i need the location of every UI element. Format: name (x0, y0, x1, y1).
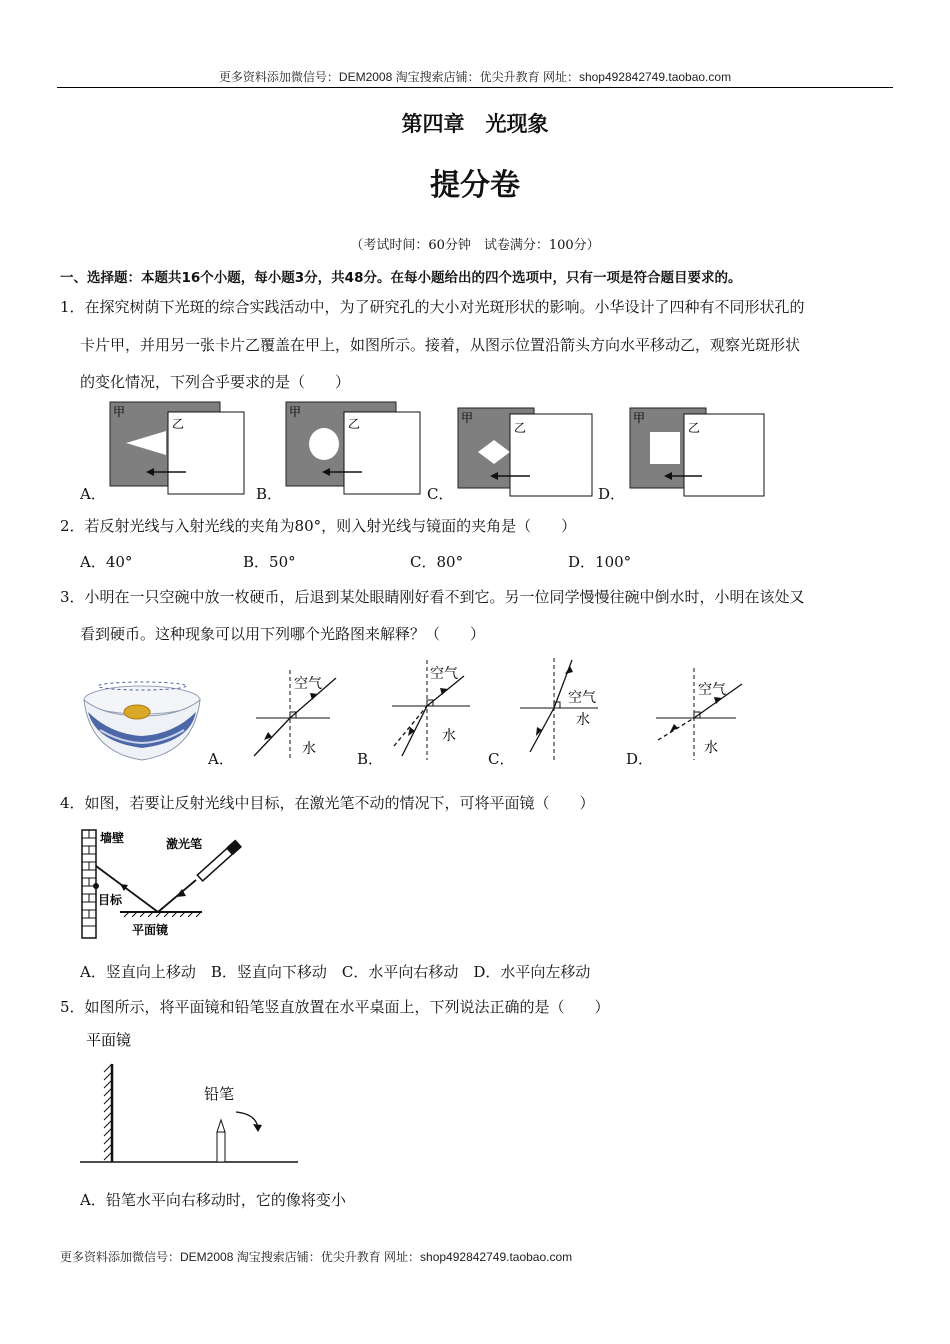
water-label: 水 (442, 728, 456, 744)
q4-options[interactable]: A．竖直向上移动 B．竖直向下移动 C．水平向右移动 D．水平向左移动 (80, 963, 591, 981)
q4-laser-figure (76, 822, 246, 942)
air-label: 空气 (568, 690, 596, 706)
water-label: 水 (302, 741, 316, 757)
page-header: 更多资料添加微信号：DEM2008 淘宝搜索店铺：优尖升教育 网址：shop492842749.taobao.com (218, 70, 732, 84)
exam-meta: （考试时间：60分钟 试卷满分：100分） (350, 238, 600, 253)
q1-figures (108, 400, 768, 500)
q3-figure-a (254, 670, 336, 760)
water-label: 水 (576, 712, 590, 728)
pencil-label: 铅笔 (204, 1085, 235, 1103)
paper-title: 提分卷 (430, 168, 520, 203)
q1-figure-d (630, 408, 764, 496)
wall-label: 墙壁 (100, 831, 125, 845)
q1-option-a[interactable]: A． (80, 485, 106, 503)
header-rule (57, 87, 893, 88)
q1-option-b[interactable]: B． (256, 485, 283, 503)
curved-arrow-icon (253, 1124, 262, 1132)
square-hole (650, 432, 680, 464)
ray-arrow-icon (670, 724, 678, 732)
q1-option-c[interactable]: C． (427, 485, 454, 503)
card-b-label: 乙 (348, 417, 361, 431)
mirror-label: 平面镜 (86, 1031, 132, 1049)
q2-stem: 2．若反射光线与入射光线的夹角为80°，则入射光线与镜面的夹角是（ ） (60, 517, 577, 535)
q4-stem: 4．如图，若要让反射光线中目标，在激光笔不动的情况下，可将平面镜（ ） (60, 794, 595, 812)
card-a-label: 甲 (289, 405, 302, 419)
section1-heading: 一、选择题：本题共16个小题，每小题3分，共48分。在每小题给出的四个选项中，只有一项是符合题目要求的。 (60, 270, 742, 286)
q1-figure-a (110, 402, 244, 494)
q1-figure-c (458, 408, 592, 496)
page-footer: 更多资料添加微信号：DEM2008 淘宝搜索店铺：优尖升教育 网址：shop492842749.taobao.com (60, 1250, 573, 1264)
q3-option-c[interactable]: C． (488, 750, 515, 768)
bowl-with-coin-image (80, 672, 206, 764)
laser-pen (197, 839, 242, 881)
card-a-label: 甲 (113, 405, 126, 419)
target-label: 目标 (98, 893, 123, 907)
card-b-label: 乙 (688, 421, 701, 435)
air-label: 空气 (294, 676, 322, 692)
q2-option-d[interactable]: D．100° (568, 553, 632, 571)
q1-line2: 卡片甲，并用另一张卡片乙覆盖在甲上，如图所示。接着，从图示位置沿箭头方向水平移动乙，观察光斑形状 (80, 336, 801, 354)
q1-figure-b (286, 402, 420, 494)
q1-option-d[interactable]: D． (598, 485, 626, 503)
air-label: 空气 (698, 682, 726, 698)
laser-label: 激光笔 (166, 837, 203, 851)
q1-line1: 1．在探究树荫下光斑的综合实践活动中，为了研究孔的大小对光斑形状的影响。小华设计了四种有不同形状孔的 (60, 298, 805, 316)
q3-option-a[interactable]: A． (208, 750, 234, 768)
mirror-label: 平面镜 (132, 923, 169, 937)
q5-mirror-pencil-figure (76, 1026, 306, 1171)
pencil (217, 1120, 225, 1162)
card-b-label: 乙 (172, 417, 185, 431)
q3-line2: 看到硬币。这种现象可以用下列哪个光路图来解释？（ ） (80, 625, 486, 643)
q3-figure-d (656, 668, 742, 760)
water-label: 水 (704, 740, 718, 756)
chapter-title: 第四章 光现象 (401, 112, 549, 136)
q3-light-path-figures (240, 656, 760, 766)
q2-option-b[interactable]: B．50° (243, 553, 296, 571)
q3-line1: 3．小明在一只空碗中放一枚硬币，后退到某处眼睛刚好看不到它。另一位同学慢慢往碗中倒水时，小明在该处又 (60, 588, 805, 606)
q3-figure-c (520, 658, 598, 760)
air-label: 空气 (430, 666, 458, 682)
q2-option-a[interactable]: A．40° (80, 553, 133, 571)
q5-stem: 5．如图所示，将平面镜和铅笔竖直放置在水平桌面上，下列说法正确的是（ ） (60, 998, 610, 1016)
q1-line3: 的变化情况，下列合乎要求的是（ ） (80, 373, 351, 391)
target-dot (93, 883, 99, 889)
q2-option-c[interactable]: C．80° (410, 553, 464, 571)
circle-hole (309, 428, 339, 460)
card-a-label: 甲 (461, 411, 474, 425)
q3-option-b[interactable]: B． (357, 750, 384, 768)
q3-figure-b (392, 660, 470, 760)
q5-option-a[interactable]: A．铅笔水平向右移动时，它的像将变小 (80, 1191, 346, 1209)
q3-option-d[interactable]: D． (626, 750, 654, 768)
coin (124, 705, 150, 719)
card-a-label: 甲 (633, 411, 646, 425)
card-b-label: 乙 (514, 421, 527, 435)
